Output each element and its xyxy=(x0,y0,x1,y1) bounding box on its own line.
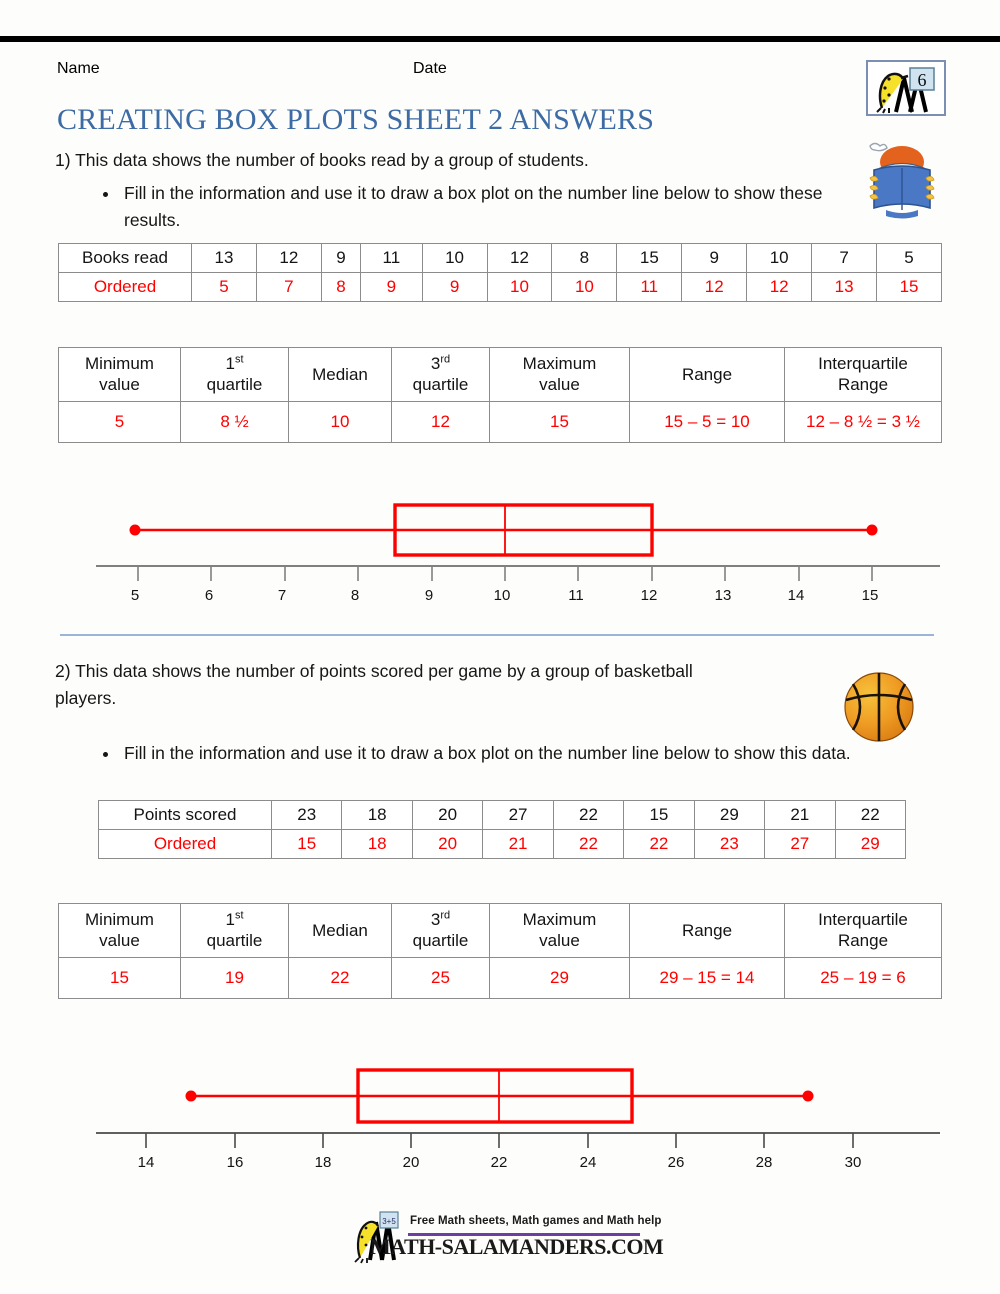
stats-header-line1: 3 xyxy=(430,354,441,373)
cell: 10 xyxy=(487,273,552,302)
footer-site-name: MATH-SALAMANDERS.COM xyxy=(370,1234,664,1259)
row-label-ordered: Ordered xyxy=(59,273,192,302)
stats-value-q3: 25 xyxy=(392,957,490,998)
stats-header-line2: Range xyxy=(837,375,889,395)
stats-value-iqr: 25 – 19 = 6 xyxy=(785,957,942,998)
footer-tagline: Free Math sheets, Math games and Math help xyxy=(410,1215,662,1227)
stats-table-1 xyxy=(58,347,942,443)
row-label-points-scored: Points scored xyxy=(99,801,272,830)
stats-header-maximum xyxy=(490,348,630,402)
cell: 29 xyxy=(694,801,764,830)
cell: 27 xyxy=(483,801,553,830)
table-row xyxy=(59,904,942,958)
cell: 12 xyxy=(256,244,321,273)
stats-header-line1: Minimum xyxy=(85,910,154,929)
stats-header-line1: Maximum xyxy=(522,354,597,373)
stats-header-line2: value xyxy=(539,931,580,951)
box-plot-2-svg xyxy=(0,1055,1000,1177)
stats-value-maximum: 29 xyxy=(490,957,630,998)
grade-badge-logo xyxy=(866,60,946,116)
stats-table-2 xyxy=(58,903,942,999)
books-read-data-table xyxy=(58,243,942,302)
stats-header-line1: Range xyxy=(681,364,733,384)
stats-value-maximum: 15 xyxy=(490,401,630,442)
table-row xyxy=(59,273,942,302)
tick-label: 8 xyxy=(350,587,360,604)
stats-header-median xyxy=(289,348,392,402)
points-scored-data-table xyxy=(98,800,906,859)
child-reading-book-icon xyxy=(856,138,948,220)
box-plot-1-svg xyxy=(0,495,1000,615)
cell: 27 xyxy=(765,830,835,859)
table-row xyxy=(99,830,906,859)
stats-header-sup: st xyxy=(234,909,244,922)
cell: 12 xyxy=(487,244,552,273)
stats-header-q1 xyxy=(181,904,289,958)
cell: 22 xyxy=(553,830,623,859)
cell: 22 xyxy=(624,830,694,859)
stats-value-range: 29 – 15 = 14 xyxy=(630,957,785,998)
basketball-illustration xyxy=(840,668,918,746)
stats-value-iqr: 12 – 8 ½ = 3 ½ xyxy=(785,401,942,442)
stats-header-line1: Median xyxy=(312,920,368,940)
cell: 13 xyxy=(192,244,257,273)
stats-header-line2: quartile xyxy=(412,931,469,951)
basketball-icon xyxy=(840,668,918,746)
cell: 10 xyxy=(422,244,487,273)
question-1-prompt: 1) This data shows the number of books read by a group of students. xyxy=(55,150,589,170)
min-endpoint xyxy=(186,1091,197,1102)
question-1-bullet-wrap xyxy=(88,180,868,234)
stats-value-range: 15 – 5 = 10 xyxy=(630,401,785,442)
axis-tick-labels xyxy=(138,1154,862,1171)
cell: 9 xyxy=(422,273,487,302)
stats-value-minimum: 5 xyxy=(59,401,181,442)
tick-label: 12 xyxy=(640,587,658,604)
name-label: Name xyxy=(57,60,100,77)
tick-label: 16 xyxy=(226,1154,244,1171)
stats-header-line1: Interquartile xyxy=(818,354,908,373)
cell: 21 xyxy=(765,801,835,830)
svg-text:6: 6 xyxy=(917,70,927,90)
points-scored-box-plot xyxy=(0,1055,1000,1177)
max-endpoint xyxy=(867,525,878,536)
cell: 18 xyxy=(342,830,412,859)
table-row xyxy=(59,244,942,273)
date-label: Date xyxy=(413,60,447,77)
axis-ticks xyxy=(138,566,872,581)
stats-header-iqr xyxy=(785,904,942,958)
stats-header-line2: Range xyxy=(837,931,889,951)
cell: 10 xyxy=(552,273,617,302)
stats-value-q1: 8 ½ xyxy=(181,401,289,442)
tick-label: 15 xyxy=(861,587,879,604)
stats-header-q3 xyxy=(392,348,490,402)
tick-label: 10 xyxy=(493,587,511,604)
cell: 18 xyxy=(342,801,412,830)
stats-header-maximum xyxy=(490,904,630,958)
question-1-bullet: • Fill in the information and use it to draw a box plot on the number line below to show these results. xyxy=(120,180,868,234)
cell: 15 xyxy=(877,273,942,302)
cell: 15 xyxy=(624,801,694,830)
stats-header-line2: value xyxy=(99,931,140,951)
child-reading-illustration xyxy=(856,138,948,220)
table-row xyxy=(59,348,942,402)
stats-header-line1: Median xyxy=(312,364,368,384)
tick-label: 26 xyxy=(667,1154,685,1171)
cell: 23 xyxy=(272,801,342,830)
tick-label: 22 xyxy=(490,1154,508,1171)
stats-value-q3: 12 xyxy=(392,401,490,442)
tick-label: 24 xyxy=(579,1154,597,1171)
cell: 15 xyxy=(617,244,682,273)
cell: 11 xyxy=(361,244,422,273)
stats-header-line2: quartile xyxy=(206,375,263,395)
tick-label: 14 xyxy=(787,587,805,604)
table-row xyxy=(59,401,942,442)
stats-header-line1: Range xyxy=(681,920,733,940)
row-label-books-read: Books read xyxy=(59,244,192,273)
cell: 7 xyxy=(812,244,877,273)
question-2-bullet-wrap xyxy=(88,740,868,767)
question-2-prompt: 2) This data shows the number of points scored per game by a group of basketball players. xyxy=(55,661,693,709)
question-2-bullet: • Fill in the information and use it to draw a box plot on the number line below to show this data. xyxy=(120,740,868,767)
cell: 22 xyxy=(553,801,623,830)
stats-header-range xyxy=(630,904,785,958)
cell: 13 xyxy=(812,273,877,302)
cell: 23 xyxy=(694,830,764,859)
cell: 5 xyxy=(877,244,942,273)
cell: 15 xyxy=(272,830,342,859)
stats-header-median xyxy=(289,904,392,958)
cell: 9 xyxy=(682,244,747,273)
stats-header-line2: value xyxy=(99,375,140,395)
stats-value-median: 22 xyxy=(289,957,392,998)
stats-header-line1: Interquartile xyxy=(818,910,908,929)
books-read-box-plot xyxy=(0,495,1000,615)
cell: 8 xyxy=(552,244,617,273)
max-endpoint xyxy=(803,1091,814,1102)
cell: 20 xyxy=(412,801,482,830)
tick-label: 18 xyxy=(314,1154,332,1171)
cell: 5 xyxy=(192,273,257,302)
stats-header-line1: 1 xyxy=(225,354,235,373)
cell: 22 xyxy=(835,801,906,830)
min-endpoint xyxy=(130,525,141,536)
cell: 21 xyxy=(483,830,553,859)
tick-label: 6 xyxy=(204,587,214,604)
tick-label: 30 xyxy=(844,1154,862,1171)
cell: 20 xyxy=(412,830,482,859)
row-label-ordered: Ordered xyxy=(99,830,272,859)
axis-tick-labels xyxy=(131,587,879,604)
section-divider xyxy=(60,634,934,636)
cell: 7 xyxy=(256,273,321,302)
stats-header-line1: Minimum xyxy=(85,354,154,373)
stats-header-line1: Maximum xyxy=(522,910,597,929)
cell: 9 xyxy=(321,244,360,273)
axis-ticks xyxy=(146,1133,853,1148)
stats-header-sup: rd xyxy=(440,353,451,366)
stats-header-minimum xyxy=(59,904,181,958)
stats-header-sup: st xyxy=(234,353,244,366)
table-row xyxy=(59,957,942,998)
cell: 9 xyxy=(361,273,422,302)
cell: 12 xyxy=(747,273,812,302)
cell: 11 xyxy=(617,273,682,302)
tick-label: 20 xyxy=(402,1154,420,1171)
stats-value-q1: 19 xyxy=(181,957,289,998)
stats-header-sup: rd xyxy=(440,909,451,922)
cell: 12 xyxy=(682,273,747,302)
stats-header-line2: quartile xyxy=(206,931,263,951)
stats-header-iqr xyxy=(785,348,942,402)
stats-header-q3 xyxy=(392,904,490,958)
tick-label: 14 xyxy=(137,1154,155,1171)
stats-value-minimum: 15 xyxy=(59,957,181,998)
question-2-bullet-list xyxy=(88,740,868,767)
cell: 29 xyxy=(835,830,906,859)
tick-label: 28 xyxy=(755,1154,773,1171)
page-top-rule xyxy=(0,36,1000,42)
stats-header-minimum xyxy=(59,348,181,402)
salamander-grade-icon xyxy=(868,62,944,114)
stats-header-range xyxy=(630,348,785,402)
tick-label: 7 xyxy=(277,587,287,604)
tick-label: 5 xyxy=(130,587,140,604)
tick-label: 13 xyxy=(714,587,732,604)
page-title: CREATING BOX PLOTS SHEET 2 ANSWERS xyxy=(57,103,655,136)
stats-value-median: 10 xyxy=(289,401,392,442)
table-row xyxy=(99,801,906,830)
cell: 8 xyxy=(321,273,360,302)
stats-header-line1: 1 xyxy=(225,910,235,929)
stats-header-line1: 3 xyxy=(430,910,441,929)
stats-header-line2: value xyxy=(539,375,580,395)
tick-label: 9 xyxy=(424,587,434,604)
question-1-bullet-list xyxy=(88,180,868,234)
cell: 10 xyxy=(747,244,812,273)
svg-text:3+5: 3+5 xyxy=(382,1217,396,1226)
tick-label: 11 xyxy=(568,587,584,604)
stats-header-line2: quartile xyxy=(412,375,469,395)
stats-header-q1 xyxy=(181,348,289,402)
